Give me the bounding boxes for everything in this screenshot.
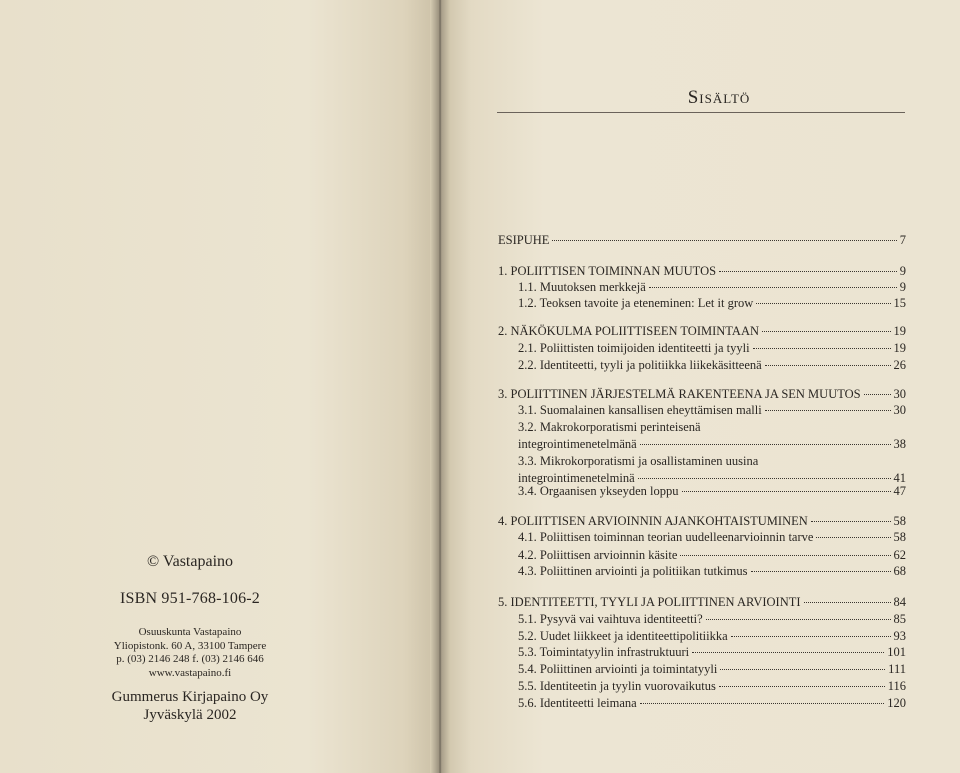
toc-page-number: 41 (893, 471, 906, 485)
toc-entry (518, 296, 906, 311)
toc-entry-title: 3.2. Makrokorporatismi perinteisenä (518, 420, 701, 434)
toc-leader-dots (762, 331, 890, 332)
toc-leader-dots (640, 703, 885, 704)
toc-leader-dots (756, 303, 890, 304)
toc-entry-title: 4. POLIITTISEN ARVIOINNIN AJANKOHTAISTUMINEN (498, 514, 808, 528)
toc-leader-dots (552, 240, 896, 241)
toc-entry (518, 437, 906, 452)
toc-entry (518, 341, 906, 356)
toc-page-number: 58 (893, 530, 906, 544)
toc-entry (518, 358, 906, 373)
isbn: ISBN 951-768-106-2 (119, 590, 261, 607)
toc-leader-dots (640, 444, 891, 445)
toc-page-number: 68 (893, 564, 906, 578)
toc-leader-dots (804, 602, 891, 603)
toc-entry-title: 3.3. Mikrokorporatismi ja osallistaminen uusina (518, 454, 759, 468)
toc-page-number: 85 (893, 612, 906, 626)
toc-entry-title: 5.4. Poliittinen arviointi ja toimintatyyli (518, 662, 718, 676)
toc-page-number: 62 (893, 548, 906, 562)
toc-entry (518, 696, 906, 711)
title-rule (497, 112, 905, 113)
toc-entry-title: 3.4. Orgaanisen ykseyden loppu (518, 484, 679, 498)
publisher-line: Osuuskunta Vastapaino (138, 626, 242, 638)
toc-entry-title: 5. IDENTITEETTI, TYYLI JA POLIITTINEN ARVIOINTI (498, 595, 801, 609)
toc-leader-dots (720, 669, 885, 670)
toc-entry (518, 484, 906, 499)
toc-page-number: 19 (893, 341, 906, 355)
toc-page-number: 30 (893, 403, 906, 417)
toc-entry-title: 1. POLIITTISEN TOIMINNAN MUUTOS (498, 264, 717, 278)
toc-leader-dots (719, 271, 897, 272)
toc-entry-title: 3. POLIITTINEN JÄRJESTELMÄ RAKENTEENA JA SEN MUUTOS (498, 387, 861, 401)
toc-page-number: 84 (893, 595, 906, 609)
toc-entry (518, 564, 906, 579)
publisher-line: p. (03) 2146 248 f. (03) 2146 646 (116, 653, 264, 665)
toc-entry (498, 324, 906, 339)
toc-page-number: 116 (887, 679, 906, 693)
toc-entry-title: 1.2. Teoksen tavoite ja eteneminen: Let it grow (518, 296, 754, 310)
toc-page-number: 120 (887, 696, 906, 710)
toc-entry-title: 5.1. Pysyvä vai vaihtuva identiteetti? (518, 612, 703, 626)
toc-entry (518, 679, 906, 694)
toc-entry (498, 233, 906, 248)
toc-entry-title: 2.2. Identiteetti, tyyli ja politiikka liikekäsitteenä (518, 358, 762, 372)
toc-leader-dots (751, 571, 891, 572)
toc-entry-title: 4.2. Poliittisen arvioinnin käsite (518, 548, 678, 562)
copyright-notice: © Vastapaino (146, 553, 234, 570)
toc-entry-title: 5.3. Toimintatyylin infrastruktuuri (518, 645, 690, 659)
toc-entry-title-cont: integrointimenetelminä (518, 471, 635, 485)
toc-page-number: 111 (888, 662, 906, 676)
toc-page-number: 19 (893, 324, 906, 338)
toc-leader-dots (811, 521, 891, 522)
toc-entry-title: 5.2. Uudet liikkeet ja identiteettipolitiikka (518, 629, 728, 643)
toc-entry-title: 2. NÄKÖKULMA POLIITTISEEN TOIMINTAAN (498, 324, 760, 338)
printer-line: Gummerus Kirjapaino Oy (111, 689, 269, 705)
toc-entry-title: ESIPUHE (498, 233, 550, 247)
toc-leader-dots (719, 686, 885, 687)
toc-page-number: 101 (887, 645, 906, 659)
printer-info (95, 688, 285, 724)
toc-title: Sisältö (687, 87, 751, 108)
toc-page-number: 47 (893, 484, 906, 498)
toc-entry (518, 403, 906, 418)
toc-leader-dots (864, 394, 891, 395)
toc-leader-dots (682, 491, 891, 492)
toc-leader-dots (816, 537, 890, 538)
toc-entry (498, 514, 906, 529)
toc-leader-dots (765, 365, 891, 366)
publisher-line: www.vastapaino.fi (148, 666, 232, 679)
toc-page-number: 9 (899, 280, 906, 294)
toc-entry-title: 1.1. Muutoksen merkkejä (518, 280, 646, 294)
toc-leader-dots (765, 410, 891, 411)
toc-page-number: 58 (893, 514, 906, 528)
toc-page-number: 26 (893, 358, 906, 372)
toc-page-number: 93 (893, 629, 906, 643)
toc-entry (518, 662, 906, 677)
toc-leader-dots (706, 619, 891, 620)
toc-leader-dots (680, 555, 890, 556)
toc-entry (518, 280, 906, 295)
toc-entry-title: 5.5. Identiteetin ja tyylin vuorovaikutus (518, 679, 716, 693)
toc-entry-title: 5.6. Identiteetti leimana (518, 696, 637, 710)
publisher-line: Yliopistonk. 60 A, 33100 Tampere (113, 639, 267, 652)
publisher-info (95, 626, 285, 680)
toc-entry-title: 3.1. Suomalainen kansallisen eheyttämisen malli (518, 403, 762, 417)
toc-leader-dots (638, 478, 891, 479)
toc-entry (518, 530, 906, 545)
toc-entry (498, 264, 906, 279)
toc-leader-dots (731, 636, 891, 637)
toc-page-number: 7 (899, 233, 906, 247)
toc-entry-title: 4.1. Poliittisen toiminnan teorian uudelleenarvioinnin tarve (518, 530, 814, 544)
book-gutter (430, 0, 450, 773)
toc-page-number: 38 (893, 437, 906, 451)
printer-line: Jyväskylä 2002 (143, 707, 237, 723)
toc-page-number: 9 (899, 264, 906, 278)
toc-leader-dots (753, 348, 891, 349)
toc-entry (518, 548, 906, 563)
toc-page-number: 15 (893, 296, 906, 310)
toc-page-number: 30 (893, 387, 906, 401)
toc-entry-title-cont: integrointimenetelmänä (518, 437, 637, 451)
toc-entry (518, 645, 906, 660)
toc-entry (518, 629, 906, 644)
toc-entry (498, 595, 906, 610)
toc-entry (498, 387, 906, 402)
toc-leader-dots (649, 287, 897, 288)
toc-entry-title: 4.3. Poliittinen arviointi ja politiikan tutkimus (518, 564, 748, 578)
toc-entry-title: 2.1. Poliittisten toimijoiden identiteetti ja tyyli (518, 341, 750, 355)
toc-entry (518, 612, 906, 627)
toc-leader-dots (692, 652, 884, 653)
